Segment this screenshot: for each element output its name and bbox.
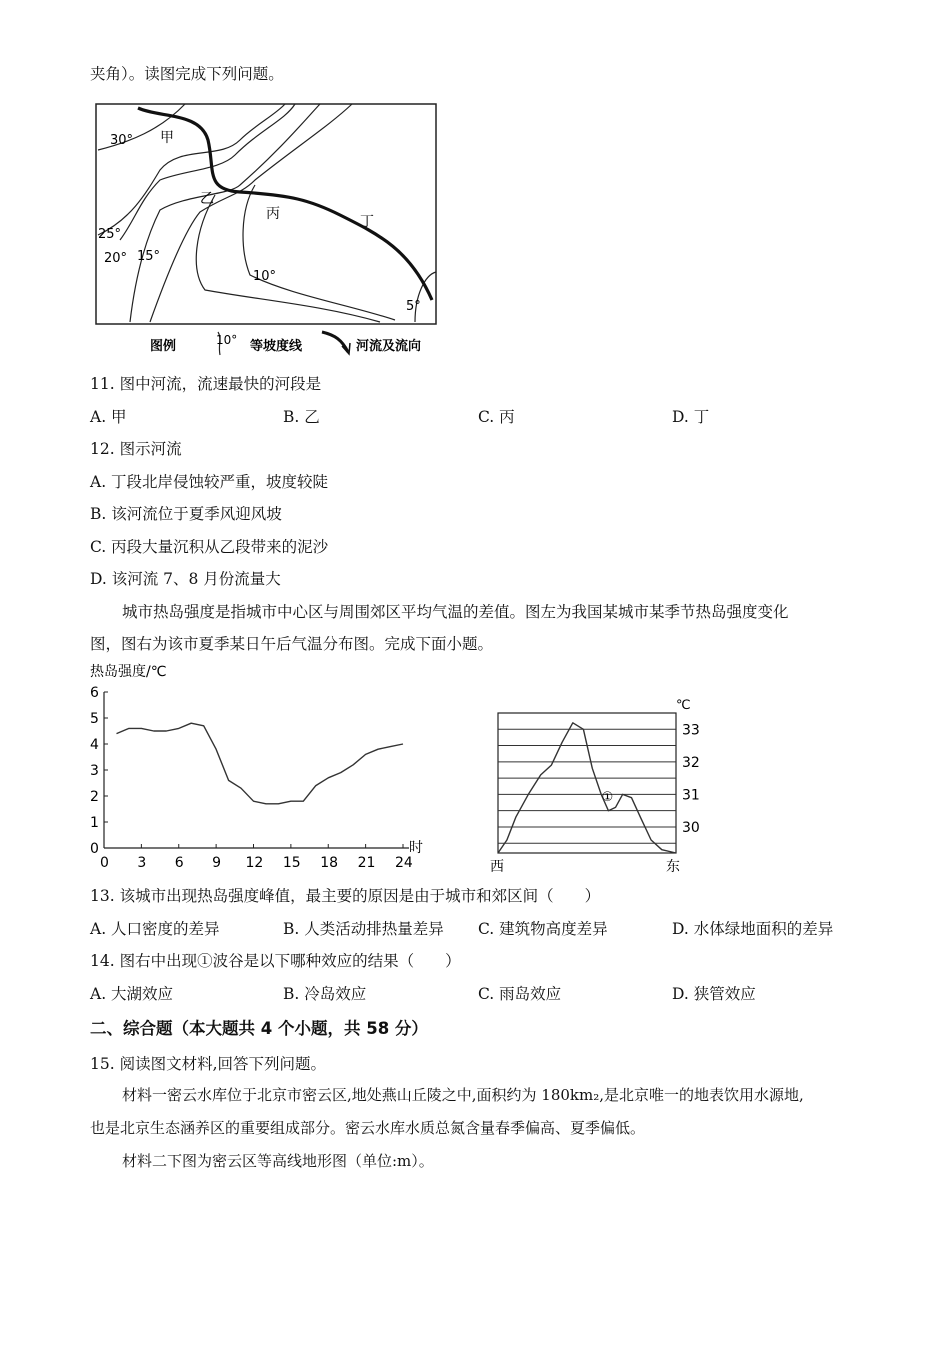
- x-tick-label: 3: [137, 855, 147, 871]
- q14-stem: 14. 图右中出现①波谷是以下哪种效应的结果（ ）: [90, 952, 461, 970]
- legend-contour-text: 等坡度线: [250, 339, 303, 354]
- q15-material1-line1: 材料一密云水库位于北京市密云区,地处燕山丘陵之中,面积约为 180km₂,是北京唯一的地表饮用水源地,: [122, 1086, 804, 1104]
- q15-stem: 15. 阅读图文材料,回答下列问题。: [90, 1055, 327, 1073]
- temperature-series-line: [498, 723, 676, 853]
- legend-title: 图例: [150, 339, 177, 354]
- section2-heading: 二、综合题（本大题共 4 个小题，共 58 分）: [90, 1019, 428, 1038]
- q12-option-c[interactable]: C. 丙段大量沉积从乙段带来的泥沙: [90, 538, 329, 556]
- q14-option-d[interactable]: D. 狭管效应: [672, 985, 756, 1003]
- trough-annotation: ①: [601, 790, 614, 806]
- heat-island-series-line: [117, 723, 404, 804]
- q12-option-a[interactable]: A. 丁段北岸侵蚀较严重，坡度较陡: [90, 473, 329, 491]
- q15-material2: 材料二下图为密云区等高线地形图（单位:m）。: [122, 1152, 434, 1170]
- x-label-west: 西: [490, 859, 504, 875]
- map-label-5: 5°: [406, 299, 421, 314]
- q11-option-c[interactable]: C. 丙: [478, 408, 515, 426]
- map-label-jia: 甲: [160, 130, 174, 146]
- q14-option-a[interactable]: A. 大湖效应: [90, 985, 174, 1003]
- y-axis-label: 热岛强度/℃: [90, 664, 167, 680]
- passage2-line2: 图，图右为该市夏季某日午后气温分布图。完成下面小题。: [90, 635, 494, 653]
- map-label-15: 15°: [137, 249, 161, 264]
- q13-option-d[interactable]: D. 水体绿地面积的差异: [672, 920, 834, 938]
- map-label-20: 20°: [104, 251, 128, 266]
- y-tick-label: 30: [682, 819, 700, 836]
- x-axis-label: 时: [409, 840, 423, 856]
- y-tick-label: 6: [90, 685, 99, 701]
- q12-stem: 12. 图示河流: [90, 440, 182, 458]
- q12-option-b[interactable]: B. 该河流位于夏季风迎风坡: [90, 505, 282, 523]
- y-tick-label: 1: [90, 815, 99, 831]
- y-tick-label: 3: [90, 763, 99, 779]
- q11-option-b[interactable]: B. 乙: [283, 408, 320, 426]
- q11-stem: 11. 图中河流，流速最快的河段是: [90, 375, 322, 393]
- map-label-ding: 丁: [360, 214, 374, 230]
- map-label-25: 25°: [98, 227, 122, 242]
- x-tick-label: 12: [245, 855, 264, 871]
- unit-label: ℃: [676, 698, 691, 713]
- q13-stem: 13. 该城市出现热岛强度峰值，最主要的原因是由于城市和郊区间（ ）: [90, 887, 601, 905]
- q12-option-d[interactable]: D. 该河流 7、8 月份流量大: [90, 570, 281, 588]
- map-label-yi: 乙: [200, 191, 214, 207]
- q14-option-b[interactable]: B. 冷岛效应: [283, 985, 367, 1003]
- q11-option-d[interactable]: D. 丁: [672, 408, 710, 426]
- map-label-30: 30°: [110, 133, 134, 148]
- y-tick-label: 32: [682, 754, 700, 771]
- q14-option-c[interactable]: C. 雨岛效应: [478, 985, 562, 1003]
- y-tick-label: 31: [682, 787, 700, 804]
- x-tick-label: 15: [282, 855, 301, 871]
- slope-map: [90, 100, 450, 362]
- y-tick-label: 0: [90, 841, 99, 857]
- x-tick-label: 0: [100, 855, 109, 871]
- y-tick-label: 2: [90, 789, 99, 805]
- q13-option-c[interactable]: C. 建筑物高度差异: [478, 920, 608, 938]
- heat-island-chart: [88, 660, 438, 875]
- legend-contour-sample: 10°: [216, 333, 238, 347]
- x-tick-label: 24: [395, 855, 413, 871]
- x-tick-label: 21: [357, 855, 376, 871]
- intro-tail: 夹角）。读图完成下列问题。: [90, 65, 284, 83]
- temperature-distribution-chart: [488, 695, 708, 875]
- q15-material1-line2: 也是北京生态涵养区的重要组成部分。密云水库水质总氮含量春季偏高、夏季偏低。: [90, 1119, 646, 1137]
- q13-option-a[interactable]: A. 人口密度的差异: [90, 920, 220, 938]
- map-label-bing: 丙: [266, 206, 280, 222]
- x-tick-label: 18: [320, 855, 339, 871]
- y-tick-label: 4: [90, 737, 99, 753]
- y-tick-label: 5: [90, 711, 99, 727]
- legend-river-text: 河流及流向: [356, 339, 422, 354]
- x-tick-label: 6: [174, 855, 184, 871]
- q11-option-a[interactable]: A. 甲: [90, 408, 127, 426]
- y-tick-label: 33: [682, 722, 700, 739]
- map-label-10: 10°: [253, 269, 277, 284]
- passage2-line1: 城市热岛强度是指城市中心区与周围郊区平均气温的差值。图左为我国某城市某季节热岛强度变化: [122, 603, 789, 621]
- x-label-east: 东: [666, 859, 680, 875]
- chart-frame: [498, 713, 676, 853]
- q13-option-b[interactable]: B. 人类活动排热量差异: [283, 920, 444, 938]
- x-tick-label: 9: [212, 855, 222, 871]
